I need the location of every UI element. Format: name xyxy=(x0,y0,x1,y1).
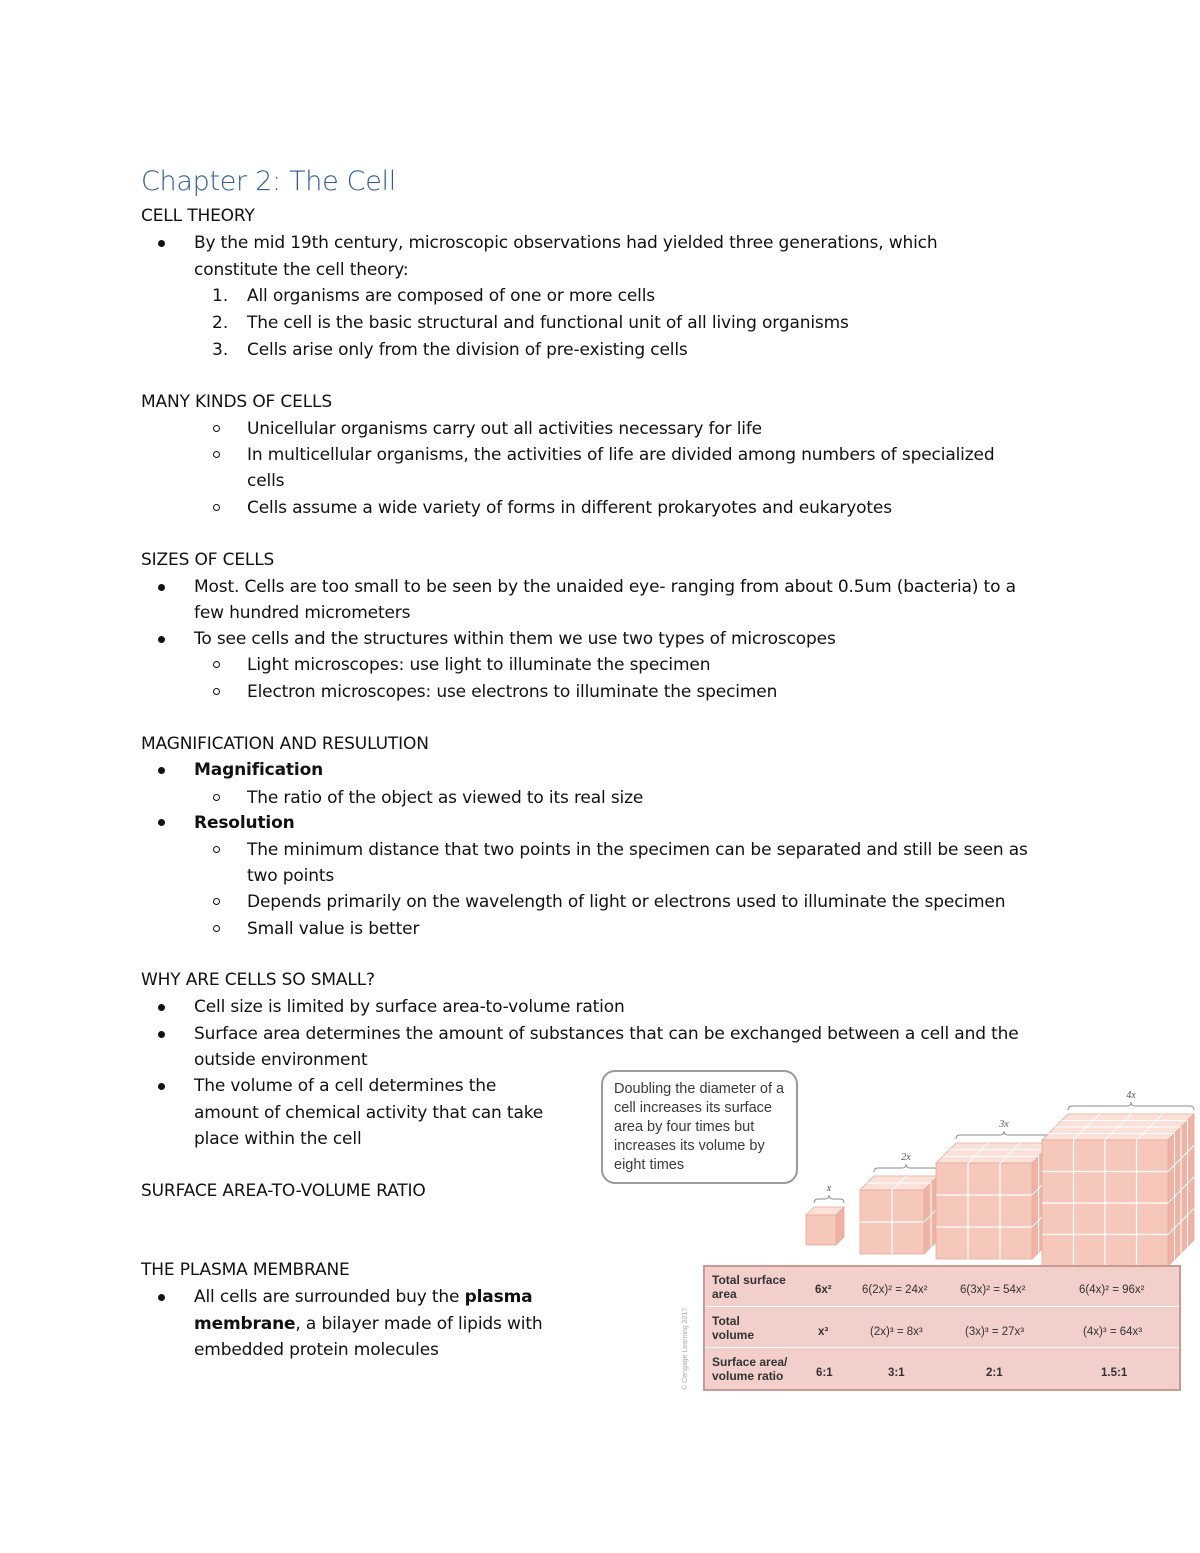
section-heading-plasma-membrane: THE PLASMA MEMBRANE xyxy=(141,1260,350,1280)
row-label-ratio xyxy=(712,1355,787,1383)
list-item: In multicellular organisms, the activities of life are divided among numbers of specialized xyxy=(247,445,995,465)
list-item: Cells assume a wide variety of forms in different prokaryotes and eukaryotes xyxy=(247,498,892,518)
list-item: To see cells and the structures within them we use two types of microscopes xyxy=(194,629,836,649)
list-item-continuation: embedded protein molecules xyxy=(194,1340,439,1360)
list-item: Unicellular organisms carry out all activities necessary for life xyxy=(247,419,762,439)
section-heading-sizes: SIZES OF CELLS xyxy=(141,550,275,570)
table-cell: 3:1 xyxy=(888,1367,905,1379)
list-item: Small value is better xyxy=(247,919,420,939)
figure-copyright: © Cengage Learning 2017 xyxy=(682,1307,689,1390)
hollow-bullet-icon xyxy=(213,794,220,801)
row-label-volume xyxy=(712,1314,754,1342)
hollow-bullet-icon xyxy=(213,661,220,668)
callout-text: Doubling the diameter of a cell increases its surface area by four times but increases its volume by eight times xyxy=(614,1081,785,1173)
table-cell: x³ xyxy=(818,1326,829,1338)
list-item-continuation: outside environment xyxy=(194,1050,368,1070)
list-item-continuation xyxy=(194,1312,542,1336)
dimension-brace xyxy=(1068,1102,1194,1110)
list-item xyxy=(194,1285,532,1309)
row-label-surface-area xyxy=(712,1273,786,1301)
hollow-bullet-icon xyxy=(213,846,220,853)
list-item: The cell is the basic structural and functional unit of all living organisms xyxy=(247,313,849,333)
hollow-bullet-icon xyxy=(213,425,220,432)
list-number: 2. xyxy=(212,313,229,333)
table-cell: (3x)³ = 27x³ xyxy=(965,1326,1025,1338)
hollow-bullet-icon xyxy=(213,688,220,695)
table-cell: 1.5:1 xyxy=(1101,1367,1128,1379)
bullet-icon xyxy=(158,1294,165,1301)
bullet-icon xyxy=(158,1031,165,1038)
list-item-continuation: cells xyxy=(247,471,285,491)
table-cell: 6(4x)² = 96x² xyxy=(1079,1284,1145,1296)
hollow-bullet-icon xyxy=(213,925,220,932)
list-item-continuation: amount of chemical activity that can take xyxy=(194,1103,544,1123)
cube-dimension-label: 3x xyxy=(999,1119,1009,1130)
list-item: Depends primarily on the wavelength of light or electrons used to illuminate the specimen xyxy=(247,892,1006,912)
table-cell: 2:1 xyxy=(986,1367,1003,1379)
bullet-icon xyxy=(158,636,165,643)
cell-theory-bullet-line1: By the mid 19th century, microscopic observations had yielded three generations, which xyxy=(194,233,938,253)
term-resolution: Resolution xyxy=(194,813,295,833)
cell-theory-bullet-line2: constitute the cell theory: xyxy=(194,260,409,280)
row-label-line: volume ratio xyxy=(712,1369,784,1383)
dimension-brace xyxy=(874,1164,938,1172)
list-item-continuation: place within the cell xyxy=(194,1129,362,1149)
bullet-icon xyxy=(158,819,165,826)
cube-dimension-label: 2x xyxy=(901,1152,911,1163)
table-cell: (4x)³ = 64x³ xyxy=(1083,1326,1143,1338)
list-item: All organisms are composed of one or more cells xyxy=(247,286,655,306)
list-item-continuation: few hundred micrometers xyxy=(194,603,411,623)
term-magnification: Magnification xyxy=(194,760,324,780)
row-label-line: Total surface xyxy=(712,1273,786,1287)
dimension-brace xyxy=(814,1195,844,1203)
cube-front-face xyxy=(936,1163,1032,1259)
table-cell: 6(3x)² = 54x² xyxy=(960,1284,1026,1296)
section-heading-many-kinds: MANY KINDS OF CELLS xyxy=(141,392,333,412)
list-item: Electron microscopes: use electrons to illuminate the specimen xyxy=(247,682,778,702)
cube-dimension-label: x xyxy=(826,1183,832,1194)
cube-3 xyxy=(936,1119,1052,1259)
list-item: Cells arise only from the division of pre-existing cells xyxy=(247,340,688,360)
bullet-icon xyxy=(158,240,165,247)
hollow-bullet-icon xyxy=(213,504,220,511)
cube-dimension-label: 4x xyxy=(1126,1090,1136,1101)
row-label-line: volume xyxy=(712,1328,755,1342)
list-item: Surface area determines the amount of substances that can be exchanged between a cell and the xyxy=(194,1024,1019,1044)
list-item-continuation: two points xyxy=(247,866,335,886)
section-heading-why-small: WHY ARE CELLS SO SMALL? xyxy=(141,970,375,990)
list-item: Most. Cells are too small to be seen by the unaided eye- ranging from about 0.5um (bacteria) to a xyxy=(194,577,1016,597)
table-cell: 6(2x)² = 24x² xyxy=(862,1284,928,1296)
hollow-bullet-icon xyxy=(213,898,220,905)
list-item: Cell size is limited by surface area-to-volume ration xyxy=(194,997,625,1017)
section-heading-sa-ratio: SURFACE AREA-TO-VOLUME RATIO xyxy=(141,1181,426,1201)
bullet-icon xyxy=(158,1004,165,1011)
page-title: Chapter 2: The Cell xyxy=(141,166,396,197)
plasma-text-pre: All cells are surrounded buy the xyxy=(194,1287,465,1307)
plasma-text-post: , a bilayer made of lipids with xyxy=(295,1314,543,1334)
term-membrane: membrane xyxy=(194,1314,296,1334)
hollow-bullet-icon xyxy=(213,451,220,458)
list-item: Light microscopes: use light to illuminate the specimen xyxy=(247,655,711,675)
table-cell: (2x)³ = 8x³ xyxy=(870,1326,923,1338)
list-item: The minimum distance that two points in the specimen can be separated and still be seen as xyxy=(247,840,1028,860)
term-plasma: plasma xyxy=(464,1287,533,1307)
table-divider xyxy=(705,1347,1179,1348)
table-cell: 6x² xyxy=(815,1284,832,1296)
list-item: The ratio of the object as viewed to its real size xyxy=(247,788,644,808)
dimension-brace xyxy=(956,1131,1052,1139)
cube-4 xyxy=(1042,1090,1194,1266)
bullet-icon xyxy=(158,584,165,591)
table-cell: 6:1 xyxy=(816,1367,833,1379)
cube-2 xyxy=(860,1152,938,1254)
row-label-line: Total xyxy=(712,1314,740,1328)
list-number: 1. xyxy=(212,286,229,306)
section-heading-cell-theory: CELL THEORY xyxy=(141,206,255,226)
table-divider xyxy=(705,1306,1179,1307)
row-label-line: Surface area/ xyxy=(712,1355,788,1369)
list-number: 3. xyxy=(212,340,229,360)
section-heading-magnification: MAGNIFICATION AND RESULUTION xyxy=(141,734,429,754)
bullet-icon xyxy=(158,1083,165,1090)
list-item: The volume of a cell determines the xyxy=(194,1076,497,1096)
cube-front-face xyxy=(806,1215,836,1245)
ratio-table xyxy=(703,1265,1181,1391)
cube-1 xyxy=(806,1183,844,1245)
bullet-icon xyxy=(158,767,165,774)
row-label-line: area xyxy=(712,1287,737,1301)
